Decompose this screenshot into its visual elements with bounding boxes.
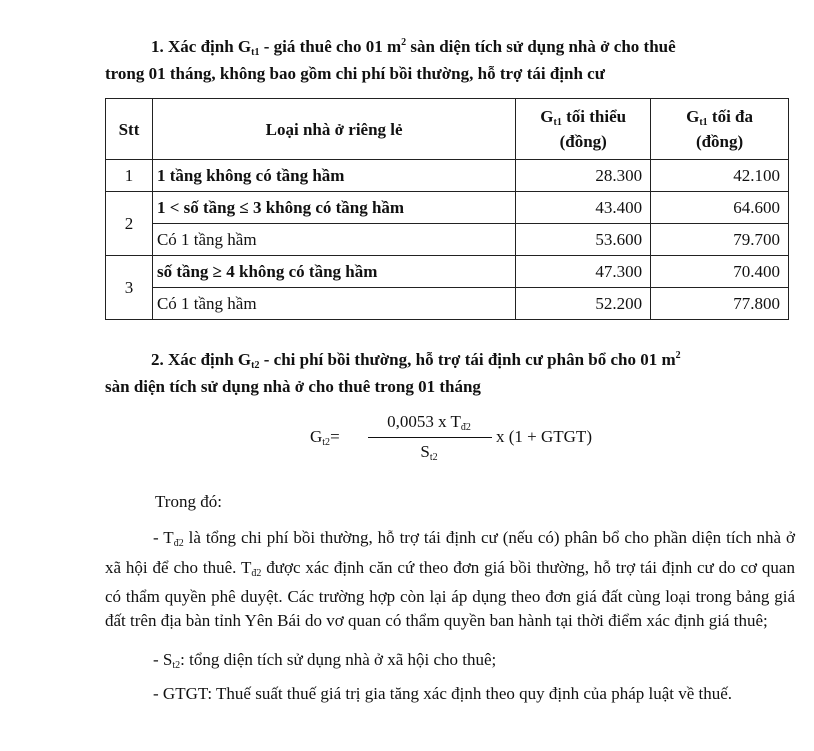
- formula-numerator: 0,0053 x $T_{đ2}$: [387, 412, 471, 433]
- formula: [310, 412, 640, 472]
- table-header-row: [106, 99, 789, 160]
- fraction-bar: [368, 437, 492, 438]
- section2-heading: 2. Xác định $G_{t2}$ - chi phí bồi thường, hỗ trợ tái định cư phân bổ cho 01 $m^2$ sàn diện tích sử dụng nhà ở cho thuê trong 01 tháng: [105, 349, 795, 397]
- header-stt: Stt: [106, 99, 153, 160]
- formula-tail: x (1 + GTGT): [496, 427, 592, 446]
- table-row: 1 1 tầng không có tầng hầm 28.300 42.100: [106, 160, 789, 192]
- explain-paragraph-gtgt: - GTGT: Thuế suất thuế giá trị gia tăng xác định theo quy định của pháp luật về thuế.: [153, 684, 733, 703]
- section1-heading-line2: trong 01 tháng, không bao gồm chi phí bồi thường, hỗ trợ tái định cư: [105, 64, 605, 83]
- header-type: Loại nhà ở riêng lẻ: [152, 99, 515, 160]
- header-min: $G_{t1}$ tối thiểu (đồng): [516, 99, 651, 160]
- section2-heading-line2: sàn diện tích sử dụng nhà ở cho thuê trong 01 tháng: [105, 377, 481, 396]
- table-row: 2 1 < số tầng ≤ 3 không có tầng hầm 43.400 64.600: [106, 192, 789, 224]
- section1-heading: 1. Xác định $G_{t1}$ - giá thuê cho 01 $m^2$ sàn diện tích sử dụng nhà ở cho thuê trong 01 tháng, không bao gồm chi phí bồi thường, hỗ trợ tái định cư: [105, 36, 795, 84]
- explain-paragraph-tđ2: - $T_{đ2}$ là tổng chi phí bồi thường, hỗ trợ tái định cư (nếu có) phân bổ cho phần diện tích nhà ở xã hội để cho thuê. $T_{đ2}$ được xác định căn cứ theo đơn giá bồi thường, hỗ trợ tái định cư do cơ quan có thẩm quyền phê duyệt. Các trường hợp còn lại áp dụng theo đơn giá đất cùng loại trong bảng giá đất trên địa bàn tỉnh Yên Bái do vơ quan có thẩm quyền ban hành tại thời điểm xác định giá thuê;: [105, 528, 795, 630]
- table-row: Có 1 tầng hầm 53.600 79.700: [106, 224, 789, 256]
- table-row: Có 1 tầng hầm 52.200 77.800: [106, 288, 789, 320]
- header-max: $G_{t1}$ tối đa (đồng): [651, 99, 789, 160]
- price-table: [105, 98, 789, 320]
- formula-denominator: $S_{t2}$: [420, 442, 438, 463]
- explain-paragraph-st2: - $S_{t2}$: tổng diện tích sử dụng nhà ở xã hội cho thuê;: [153, 650, 497, 671]
- formula-lhs: $G_{t2}=$: [310, 427, 340, 448]
- explain-intro: Trong đó:: [155, 492, 222, 511]
- table-row: 3 số tầng ≥ 4 không có tầng hầm 47.300 70.400: [106, 256, 789, 288]
